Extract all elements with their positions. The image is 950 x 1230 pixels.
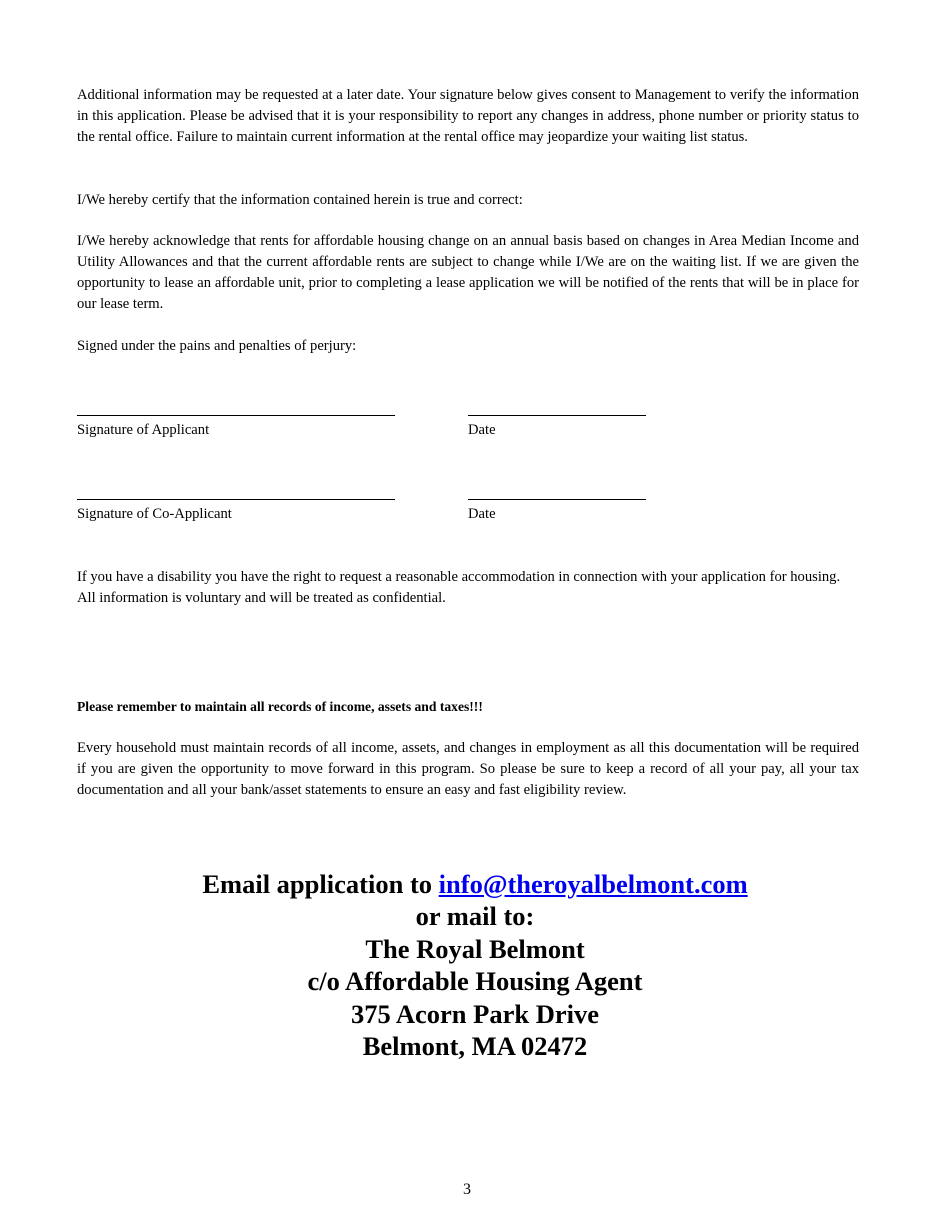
co-applicant-signature-line[interactable]: [77, 499, 395, 500]
co-applicant-signature-label: Signature of Co-Applicant: [77, 506, 232, 522]
applicant-signature-label: Signature of Applicant: [77, 422, 210, 438]
page-number: 3: [463, 1181, 471, 1198]
or-mail-line: or mail to:: [415, 901, 535, 932]
co-applicant-date-line[interactable]: [468, 499, 646, 500]
co-applicant-date-label: Date: [468, 506, 496, 522]
email-prefix: Email application to: [202, 869, 439, 899]
certify-statement: I/We hereby certify that the information contained herein is true and correct:: [77, 192, 523, 208]
mailing-instructions: [0, 868, 950, 1062]
additional-info-paragraph: Additional information may be requested at a later date. Your signature below gives consent to Management to verify the information in this application. Please be advised that it is your responsibility to report any changes in address, phone number or priority status to the rental office. Failure to maintain current information at the rental office may jeopardize your waiting list status.: [77, 87, 859, 145]
records-paragraph: Every household must maintain records of all income, assets, and changes in employment as all this documentation will be required if you are given the opportunity to move forward in this program. So please be sure to keep a record of all your pay, all your tax documentation and all your bank/asset statements to ensure an easy and fast eligibility review.: [77, 740, 859, 798]
disability-notice: If you have a disability you have the right to request a reasonable accommodation in connection with your application for housing. All information is voluntary and will be treated as confidential.: [77, 569, 841, 606]
street-address: 375 Acorn Park Drive: [350, 998, 600, 1029]
rent-acknowledgement-paragraph: I/We hereby acknowledge that rents for affordable housing change on an annual basis based on changes in Area Median Income and Utility Allowances and that the current affordable rents are subject to change while I/We are on the waiting list. If we are given the opportunity to lease an affordable unit, prior to completing a lease application we will be notified of the rents that will be in place for our lease term.: [77, 233, 859, 312]
records-heading: Please remember to maintain all records of income, assets and taxes!!!: [77, 699, 483, 714]
applicant-date-line[interactable]: [468, 415, 646, 416]
recipient-name: The Royal Belmont: [365, 933, 585, 964]
applicant-date-label: Date: [468, 422, 496, 438]
email-link[interactable]: info@theroyalbelmont.com: [438, 869, 748, 899]
care-of-line: c/o Affordable Housing Agent: [307, 966, 643, 997]
perjury-statement: Signed under the pains and penalties of perjury:: [77, 338, 357, 354]
city-state-zip: Belmont, MA 02472: [362, 1031, 588, 1062]
email-line: [0, 868, 950, 900]
applicant-signature-line[interactable]: [77, 415, 395, 416]
